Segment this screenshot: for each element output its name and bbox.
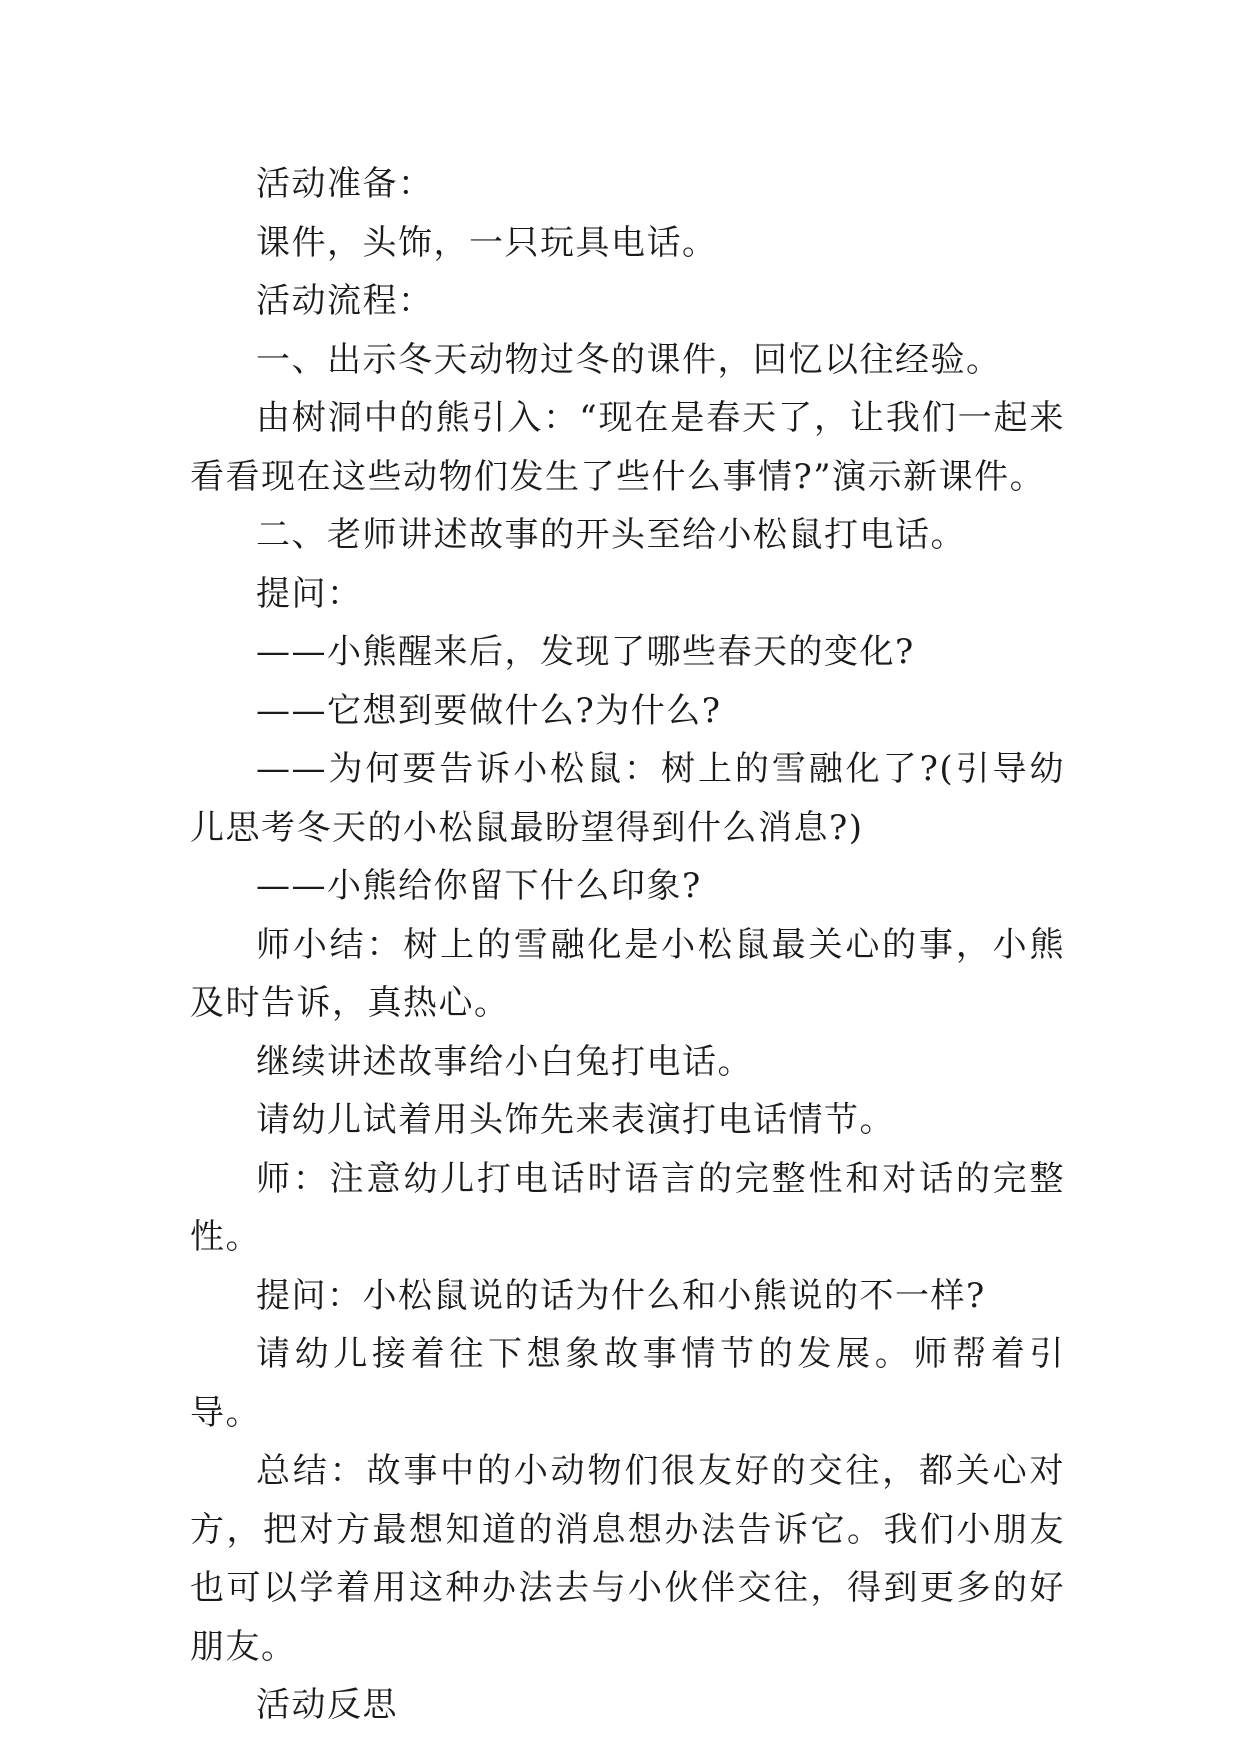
paragraph-activity-preparation-heading: 活动准备： — [256, 164, 434, 204]
paragraph-introduction: 由树洞中的熊引入：“现在是春天了，让我们一起来看看现在这些动物们发生了些什么事情?”演示新课件。 — [190, 398, 1065, 497]
paragraph-conclusion: 总结：故事中的小动物们很友好的交往，都关心对方，把对方最想知道的消息想办法告诉它。我们小朋友也可以学着用这种办法去与小伙伴交往，得到更多的好朋友。 — [190, 1451, 1065, 1667]
paragraph-role-play: 请幼儿试着用头饰先来表演打电话情节。 — [256, 1100, 895, 1140]
paragraph-reflection-heading: 活动反思 — [256, 1685, 398, 1725]
paragraph-step-one: 一、出示冬天动物过冬的课件，回忆以往经验。 — [256, 339, 1002, 380]
paragraph-question-1: ——小熊醒来后，发现了哪些春天的变化? — [256, 632, 915, 672]
paragraph-teacher-note: 师：注意幼儿打电话时语言的完整性和对话的完整性。 — [190, 1158, 1065, 1257]
paragraph-step-two: 二、老师讲述故事的开头至给小松鼠打电话。 — [256, 515, 966, 555]
paragraph-imagine-story: 请幼儿接着往下想象故事情节的发展。师帮着引导。 — [190, 1334, 1065, 1433]
paragraph-question-5: 提问：小松鼠说的话为什么和小熊说的不一样? — [256, 1275, 986, 1316]
paragraph-question-4: ——小熊给你留下什么印象? — [256, 866, 702, 906]
paragraph-teacher-summary: 师小结：树上的雪融化是小松鼠最关心的事，小熊及时告诉，真热心。 — [190, 924, 1065, 1023]
document-body — [190, 155, 1065, 1735]
paragraph-materials: 课件，头饰，一只玩具电话。 — [256, 222, 718, 263]
paragraph-continue-story: 继续讲述故事给小白兔打电话。 — [256, 1041, 753, 1082]
paragraph-question-2: ——它想到要做什么?为什么? — [256, 690, 722, 731]
paragraph-question-3: ——为何要告诉小松鼠：树上的雪融化了?(引导幼儿思考冬天的小松鼠最盼望得到什么消息?) — [190, 749, 1065, 848]
paragraph-questions-heading: 提问： — [256, 573, 363, 614]
paragraph-activity-process-heading: 活动流程： — [256, 281, 434, 321]
